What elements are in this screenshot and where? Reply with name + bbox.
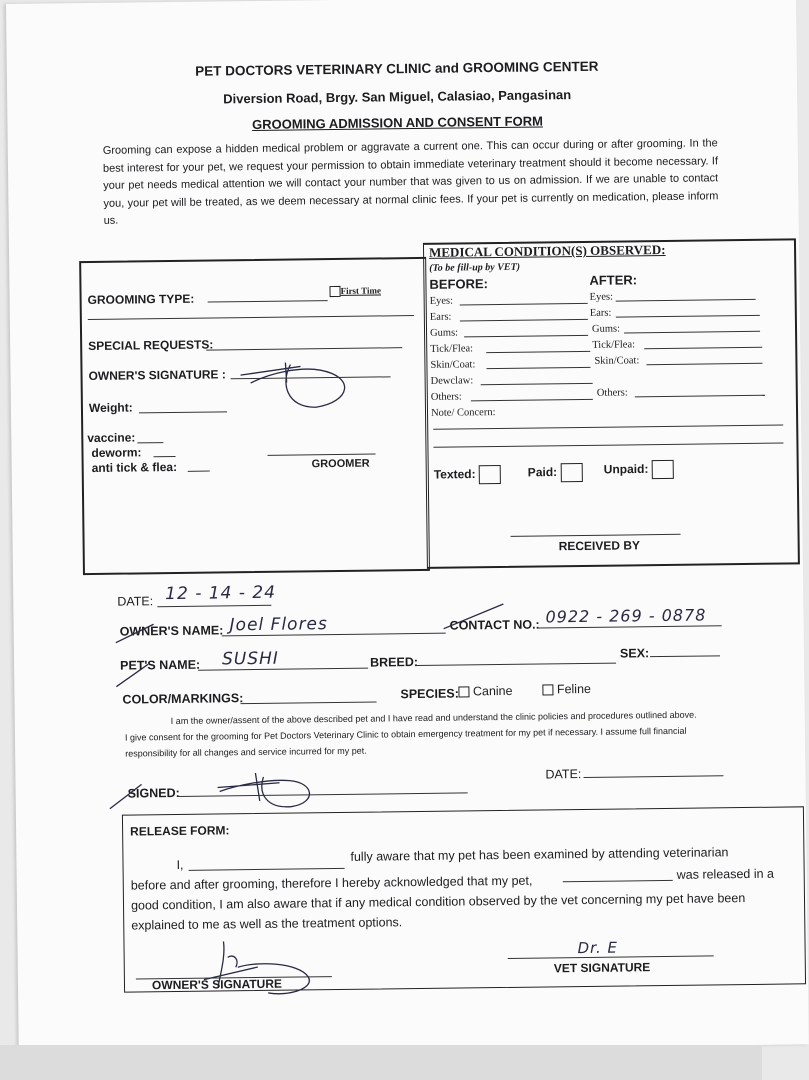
date-value: 12 - 14 - 24 <box>165 582 277 605</box>
pet-name-label: PET'S NAME: <box>120 657 201 673</box>
vet-initials: Dr. E <box>577 938 619 958</box>
sex-field[interactable] <box>650 655 720 657</box>
received-by-label: RECEIVED BY <box>558 538 641 554</box>
owner-signature-scribble <box>230 352 361 414</box>
vet-signature-caption: VET SIGNATURE <box>553 960 651 976</box>
paid-checkbox[interactable] <box>560 463 582 482</box>
owner-name-value: Joel Flores <box>229 614 328 636</box>
breed-label: BREED: <box>369 655 419 670</box>
first-time-option[interactable] <box>329 285 381 297</box>
after-tick: Tick/Flea: <box>592 339 636 351</box>
deworm-label: deworm: <box>91 445 142 460</box>
consent-date-label: DATE: <box>545 767 582 782</box>
color-field[interactable] <box>241 702 377 705</box>
texted-checkbox[interactable] <box>479 465 501 484</box>
before-others: Others: <box>430 391 462 403</box>
scan-bottom-edge <box>0 1045 762 1080</box>
before-dewclaw: Dewclaw: <box>430 375 474 387</box>
release-line4: explained to me as well as the treatment options. <box>131 915 403 933</box>
release-line2-start: before and after grooming, therefore I hereby acknowledged that my pet, <box>130 873 533 893</box>
texted-option[interactable] <box>434 465 501 485</box>
after-skin: Skin/Coat: <box>594 355 640 367</box>
feline-label: Feline <box>556 681 592 697</box>
before-skin: Skin/Coat: <box>430 359 476 371</box>
unpaid-option[interactable] <box>604 460 674 480</box>
owner-signature-caption: OWNER'S SIGNATURE <box>151 976 283 993</box>
before-ears: Ears: <box>429 311 452 323</box>
grooming-type-label: GROOMING TYPE: <box>87 291 195 308</box>
release-line1-end: fully aware that my pet has been examined by attending veterinarian <box>350 845 729 864</box>
before-tick: Tick/Flea: <box>430 343 474 355</box>
consent-line-3: responsibility for all changes and service incurred for my pet. <box>125 745 367 759</box>
after-others: Others: <box>596 387 628 399</box>
form-sheet <box>6 0 809 1054</box>
release-title: RELEASE FORM: <box>130 823 230 839</box>
after-heading: AFTER: <box>589 272 638 288</box>
after-eyes: Eyes: <box>589 291 614 303</box>
consent-line-1: I am the owner/assent of the above described pet and I have read and understand the clinic policies and procedures outlined above. <box>170 709 697 727</box>
after-gums: Gums: <box>591 323 621 335</box>
special-requests-label: SPECIAL REQUESTS: <box>88 337 214 354</box>
consent-line-2: I give consent for the grooming for Pet Doctors Veterinary Clinic to obtain emergency treatment for my pet if necessary. I assume full financial <box>124 725 687 743</box>
first-time-checkbox[interactable] <box>329 286 340 297</box>
intro-paragraph: Grooming can expose a hidden medical problem or aggravate a current one. This can occur during or after grooming. In the best interest for your pet, we request your permission to obtain immediate veterinary treatment should it become necessary. If your pet needs medical attention we will contact your number that was given to us on admission. If we are unable to contact you, your pet will be treated, as we deem necessary at normal clinic fees. If your pet is currently on medication, please inform us. <box>102 137 719 227</box>
medical-title: MEDICAL CONDITION(S) OBSERVED: <box>428 241 666 260</box>
signed-signature-scribble <box>107 762 328 815</box>
sex-label: SEX: <box>619 646 650 661</box>
contact-label: CONTACT NO.: <box>449 617 540 633</box>
strike-marks <box>113 598 474 692</box>
feline-option[interactable] <box>542 682 591 697</box>
release-line1-start: I, <box>176 857 184 872</box>
paid-option[interactable] <box>528 463 583 483</box>
consent-date-field[interactable] <box>583 775 723 778</box>
pet-name-value: SUSHI <box>221 648 279 670</box>
after-ears: Ears: <box>589 307 612 319</box>
unpaid-label: Unpaid: <box>603 461 649 477</box>
before-heading: BEFORE: <box>429 276 489 292</box>
contact-value: 0922 - 269 - 0878 <box>545 605 707 627</box>
owner-name-label: OWNER'S NAME: <box>119 623 224 639</box>
feline-checkbox[interactable] <box>542 685 553 696</box>
note-concern: Note/ Concern: <box>430 407 496 419</box>
owner-signature-label: OWNER'S SIGNATURE : <box>88 367 226 384</box>
canine-option[interactable] <box>458 684 512 699</box>
groomer-label: GROOMER <box>311 457 370 471</box>
release-line3: good condition, I am also aware that if any medical condition observed by the vet concerning my pet have been <box>130 891 746 913</box>
first-time-label: First Time <box>340 285 382 296</box>
before-eyes: Eyes: <box>429 295 454 307</box>
clinic-address: Diversion Road, Brgy. San Miguel, Calasiao, Pangasinan <box>223 87 572 107</box>
form-title: GROOMING ADMISSION AND CONSENT FORM <box>251 113 543 133</box>
date-label: DATE: <box>117 594 154 609</box>
weight-label: Weight: <box>88 400 133 416</box>
clinic-name: PET DOCTORS VETERINARY CLINIC and GROOMING CENTER <box>195 58 599 79</box>
anti-tick-label: anti tick & flea: <box>91 459 178 475</box>
canine-checkbox[interactable] <box>458 687 469 698</box>
species-label: SPECIES: <box>400 686 459 702</box>
vaccine-label: vaccine: <box>87 430 136 446</box>
signed-label: SIGNED: <box>127 785 180 801</box>
medical-subtitle: (To be fill-up by VET) <box>429 261 521 274</box>
before-gums: Gums: <box>429 327 459 339</box>
paid-label: Paid: <box>527 464 558 480</box>
canine-label: Canine <box>472 683 513 699</box>
color-label: COLOR/MARKINGS: <box>122 691 244 707</box>
unpaid-checkbox[interactable] <box>652 460 674 479</box>
texted-label: Texted: <box>433 466 476 482</box>
release-line2-end: was released in a <box>676 866 775 882</box>
